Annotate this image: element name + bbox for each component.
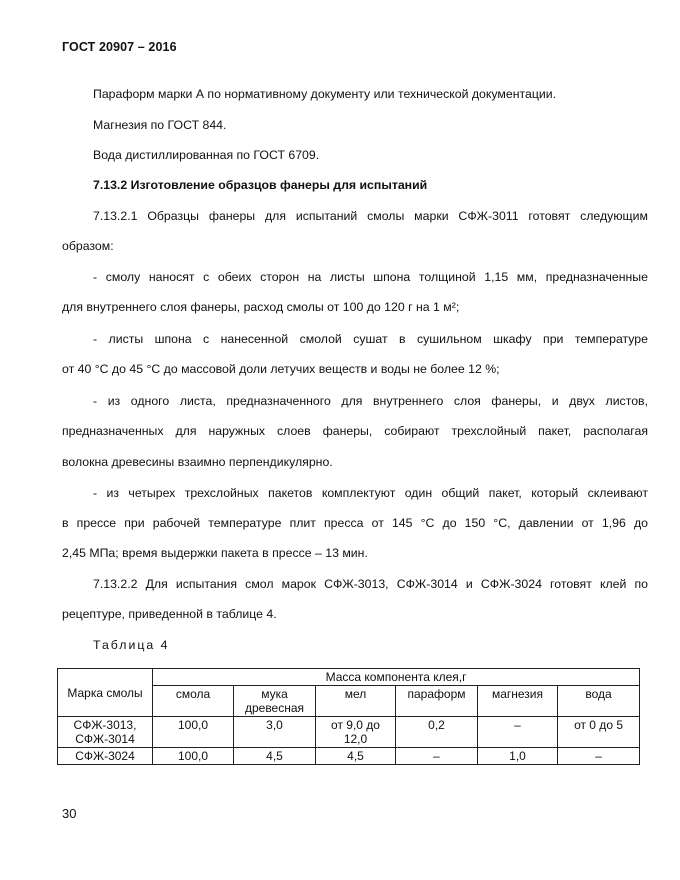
text-line: предназначенных для наружных слоев фанеры, собирают трехслойный пакет, располагая: [62, 424, 648, 438]
value-cell: 1,0: [478, 748, 558, 765]
group-header-cell: Масса компонента клея,г: [153, 669, 640, 686]
text-line: 7.13.2.1 Образцы фанеры для испытаний смолы марки СФЖ-3011 готовят следующим: [93, 209, 648, 223]
column-header: мука древесная: [234, 686, 316, 717]
value-cell: 4,5: [316, 748, 396, 765]
value-cell: 100,0: [153, 748, 234, 765]
value-cell: –: [478, 717, 558, 748]
column-header: параформ: [396, 686, 478, 717]
value-cell: от 0 до 5: [558, 717, 640, 748]
value-cell: 3,0: [234, 717, 316, 748]
row-header-cell: Марка смолы: [58, 669, 153, 717]
text-line: 2,45 МПа; время выдержки пакета в прессе – 13 мин.: [62, 546, 368, 560]
mark-cell: СФЖ-3024: [58, 748, 153, 765]
column-header: магнезия: [478, 686, 558, 717]
table-row: [58, 748, 640, 765]
column-header: смола: [153, 686, 234, 717]
text-line: Магнезия по ГОСТ 844.: [93, 118, 227, 132]
column-header: мел: [316, 686, 396, 717]
text-line: от 40 °С до 45 °С до массовой доли летучих веществ и воды не более 12 %;: [62, 362, 500, 376]
text-line: - листы шпона с нанесенной смолой сушат в сушильном шкафу при температуре: [93, 332, 648, 346]
value-cell: –: [558, 748, 640, 765]
text-line: Параформ марки А по нормативному документу или технической документации.: [93, 87, 557, 101]
table-header-row: [58, 669, 640, 686]
document-header: ГОСТ 20907 – 2016: [62, 40, 177, 54]
text-line: Вода дистиллированная по ГОСТ 6709.: [93, 148, 320, 162]
column-header: вода: [558, 686, 640, 717]
text-line: - из четырех трехслойных пакетов комплектуют один общий пакет, который склеивают: [93, 486, 648, 500]
component-table: [57, 668, 640, 765]
text-line: - смолу наносят с обеих сторон на листы шпона толщиной 1,15 мм, предназначенные: [93, 270, 648, 284]
value-cell: 4,5: [234, 748, 316, 765]
table-row: [58, 717, 640, 748]
mark-cell: СФЖ-3013, СФЖ-3014: [58, 717, 153, 748]
text-line: в прессе при рабочей температуре плит пресса от 145 °С до 150 °С, давлении от 1,96 до: [62, 516, 648, 530]
text-line: 7.13.2.2 Для испытания смол марок СФЖ-3013, СФЖ-3014 и СФЖ-3024 готовят клей по: [93, 577, 648, 591]
page-number: 30: [62, 806, 77, 821]
value-cell: от 9,0 до 12,0: [316, 717, 396, 748]
text-line: рецептуре, приведенной в таблице 4.: [62, 607, 277, 621]
value-cell: –: [396, 748, 478, 765]
value-cell: 0,2: [396, 717, 478, 748]
section-heading: 7.13.2 Изготовление образцов фанеры для испытаний: [93, 178, 428, 192]
table-caption: Таблица 4: [93, 638, 170, 652]
text-line: образом:: [62, 239, 114, 253]
value-cell: 100,0: [153, 717, 234, 748]
text-line: волокна древесины взаимно перпендикулярно.: [62, 455, 333, 469]
text-line: - из одного листа, предназначенного для внутреннего слоя фанеры, и двух листов,: [93, 394, 648, 408]
text-line: для внутреннего слоя фанеры, расход смолы от 100 до 120 г на 1 м²;: [62, 300, 460, 314]
